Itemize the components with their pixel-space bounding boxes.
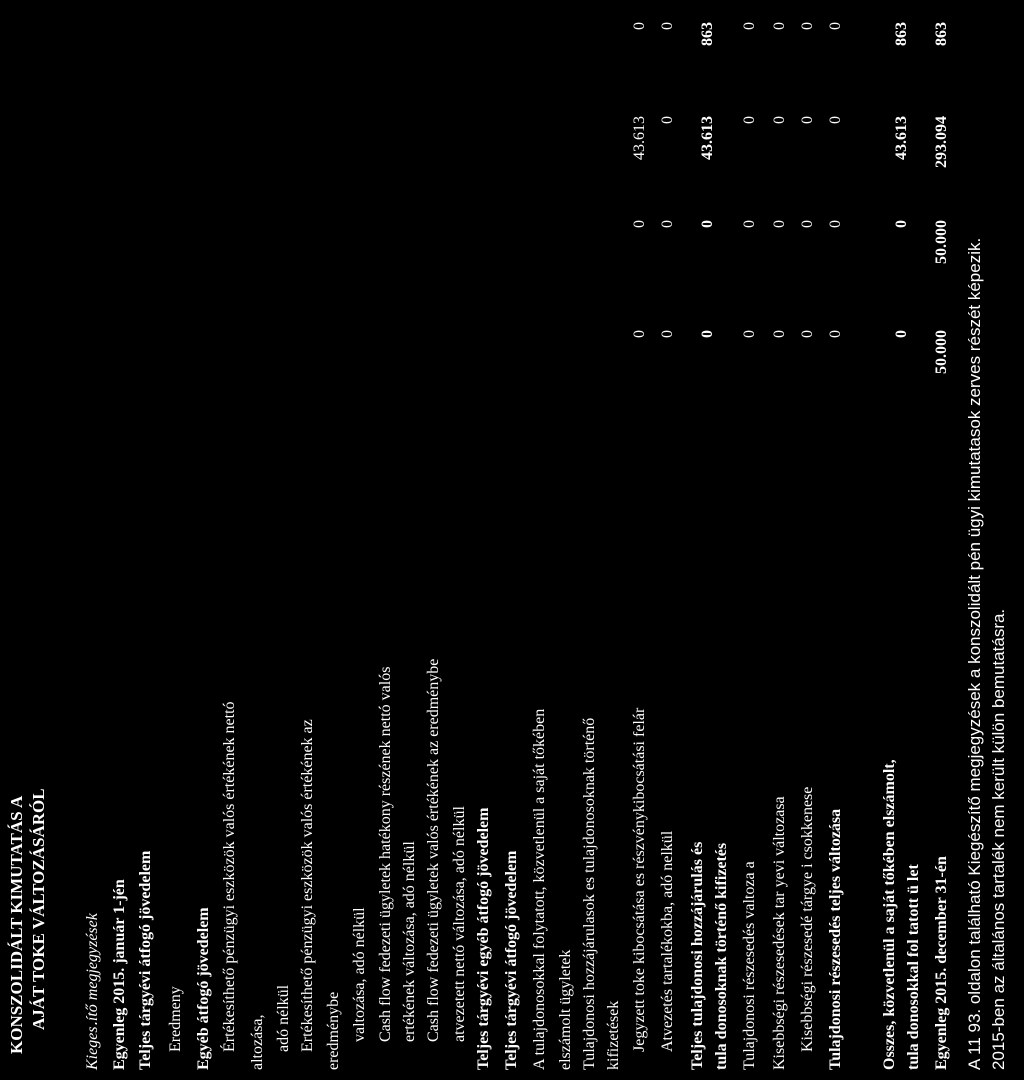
row-label: Cash flow fedezeti ügyletek valós értékének az eredménybe — [425, 658, 442, 1042]
value-cell-c1: 0 — [893, 330, 910, 338]
row-label: tula donosoknak történő kifizetés — [713, 842, 730, 1070]
statement-title-line-1: KONSZOLIDÁLT KIMUTATÁS A — [7, 795, 26, 1054]
value-cell-c3: 43.613 — [893, 116, 910, 160]
row-label: Tulajdonosi részesedés teljes változása — [827, 808, 844, 1070]
row-label: A tulajdonosokkal folytatott, közvetlenül a saját tőkében — [531, 708, 548, 1070]
value-cell-c2: 0 — [631, 220, 648, 228]
row-label: Kieges․ítő megjegyzések — [84, 913, 101, 1070]
value-cell-c1: 0 — [827, 330, 844, 338]
row-label: Teljes tulajdonosi hozzájárulás és — [689, 841, 706, 1070]
row-label: kifizetések — [605, 1000, 622, 1070]
row-label: valtozása, adó nélkül — [351, 907, 368, 1042]
footnote-line-2: 2015-ben az általános tartalék nem került külön bemutatásra. — [989, 608, 1008, 1070]
value-cell-c2: 50.000 — [933, 220, 950, 264]
value-cell-c1: 0 — [699, 330, 716, 338]
row-label: Osszes, közvetlenül a saját tőkében elszámolt, — [881, 759, 898, 1070]
row-label: altozása, — [249, 1014, 266, 1070]
value-cell-c2: 0 — [741, 220, 758, 228]
value-cell-c3: 0 — [799, 116, 816, 124]
value-cell-c3: 0 — [827, 116, 844, 124]
row-label: adó nélkül — [275, 984, 292, 1052]
row-label: atvezetett nettó változása, adó nélkül — [451, 806, 468, 1042]
value-cell-c1: 0 — [799, 330, 816, 338]
row-label: Cash flow fedezeti ügyletek hatékony részének nettó valós — [377, 666, 394, 1042]
row-label: Kisebbségi részesedé tárgye i csokkenese — [799, 786, 816, 1052]
row-label: Egyenleg 2015. január 1-jén — [111, 879, 128, 1070]
value-cell-c1: 0 — [659, 330, 676, 338]
row-label: elszámolt ügyletek — [557, 949, 574, 1070]
row-label: Kisebbségi részesedések tar yevi változasa — [771, 796, 788, 1070]
row-label: Teljes tárgyévi átfogó jövedelem — [137, 850, 154, 1070]
row-label: eredménybe — [325, 991, 342, 1070]
value-cell-c1: 0 — [771, 330, 788, 338]
value-cell-c3: 43.613 — [699, 116, 716, 160]
statement-title-line-2: AJÁT TOKE VÁLTOZÁSÁRÓL — [29, 788, 48, 1030]
value-cell-c4: 863 — [893, 22, 910, 46]
footnote-line-1: A 11 93. oldalon található Kiegészítő megjegyzések a konszolidált pén ügyi kimutatasok zerves részét képezik. — [965, 237, 984, 1070]
value-cell-c2: 0 — [827, 220, 844, 228]
value-cell-c4: 0 — [631, 22, 648, 30]
row-label: Teljes tárgyévi átfogó jövedelem — [503, 850, 520, 1070]
value-cell-c3: 0 — [741, 116, 758, 124]
value-cell-c3: 293.094 — [933, 116, 950, 168]
value-cell-c4: 0 — [741, 22, 758, 30]
value-cell-c4: 0 — [799, 22, 816, 30]
value-cell-c2: 0 — [893, 220, 910, 228]
value-cell-c1: 0 — [631, 330, 648, 338]
value-cell-c4: 0 — [827, 22, 844, 30]
value-cell-c3: 43.613 — [631, 116, 648, 160]
row-label: Jegyzett toke kibocsátása es részvénykibocsátási felár — [631, 707, 648, 1052]
row-label: Tulajdonosi hozzájárulasok es tulajdonosoknak történő — [581, 717, 598, 1070]
row-label: tula donosokkal fol tatott ü let — [905, 864, 922, 1070]
value-cell-c1: 50.000 — [933, 330, 950, 374]
value-cell-c4: 0 — [771, 22, 788, 30]
row-label: Tulajdonosi részesedés valtoza a — [741, 861, 758, 1070]
value-cell-c3: 0 — [659, 116, 676, 124]
value-cell-c2: 0 — [659, 220, 676, 228]
value-cell-c1: 0 — [741, 330, 758, 338]
value-cell-c2: 0 — [799, 220, 816, 228]
row-label: Eredmeny — [167, 986, 184, 1052]
value-cell-c3: 0 — [771, 116, 788, 124]
value-cell-c2: 0 — [771, 220, 788, 228]
row-label: Értékesíthető pénzügyi eszközök valós értékének nettó — [221, 701, 238, 1052]
row-label: ertékének változása, adó nélkül — [401, 841, 418, 1042]
value-cell-c2: 0 — [699, 220, 716, 228]
row-label: Egyéb átfogó jövedelem — [195, 907, 212, 1070]
row-label: Atvezetés tartalékokba, adó nelkül — [659, 830, 676, 1052]
value-cell-c4: 863 — [933, 22, 950, 46]
row-label: Ertékesíthető pénzügyi eszközök valós értékének az — [299, 719, 316, 1052]
value-cell-c4: 0 — [659, 22, 676, 30]
value-cell-c4: 863 — [699, 22, 716, 46]
row-label: Teljes tárgyévi egyéb átfogó jövedelem — [475, 807, 492, 1070]
row-label: Egyenleg 2015. december 31-én — [933, 856, 950, 1070]
